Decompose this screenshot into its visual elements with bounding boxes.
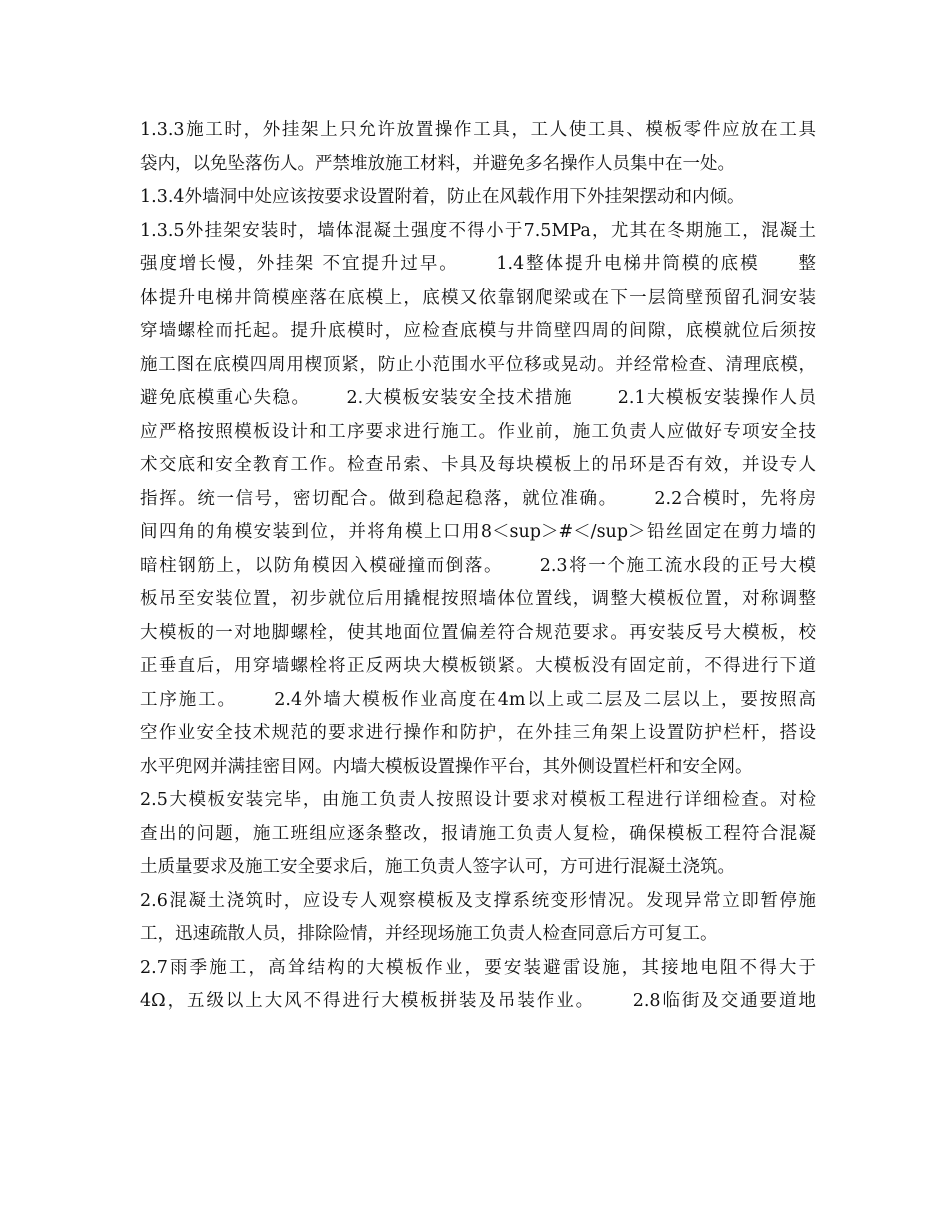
text-line: 指挥。统一信号，密切配合。做到稳起稳落，就位准确。 2.2合模时，先将房 — [140, 488, 816, 509]
text-line: 穿墙螺栓而托起。提升底模时，应检查底模与井筒壁四周的间隙，底模就位后须按 — [140, 321, 816, 341]
text-line: 大模板的一对地脚螺栓，使其地面位置偏差符合规范要求。再安装反号大模板，校 — [140, 622, 816, 643]
text-line: 体提升电梯井筒模座落在底模上，底模又依靠钢爬梁或在下一层筒壁预留孔洞安装 — [140, 287, 816, 308]
text-line: 1.3.4外墙洞中处应该按要求设置附着，防止在风载作用下外挂架摆动和内倾。 — [140, 187, 745, 207]
text-line: 强度增长慢，外挂架 不宜提升过早。 1.4整体提升电梯井筒模的底模 整 — [140, 254, 816, 274]
text-line: 工序施工。 2.4外墙大模板作业高度在4m以上或二层及二层以上，要按照高 — [140, 689, 816, 710]
text-line: 水平兜网并满挂密目网。内墙大模板设置操作平台，其外侧设置栏杆和安全网。 — [140, 756, 753, 777]
text-line: 土质量要求及施工安全要求后，施工负责人签字认可，方可进行混凝土浇筑。 — [140, 857, 735, 877]
text-line: 板吊至安装位置，初步就位后用撬棍按照墙体位置线，调整大模板位置，对称调整 — [140, 589, 816, 609]
text-line: 2.5大模板安装完毕，由施工负责人按照设计要求对模板工程进行详细检查。对检 — [140, 790, 816, 810]
text-line: 术交底和安全教育工作。检查吊索、卡具及每块模板上的吊环是否有效，并设专人 — [140, 455, 816, 475]
text-line: 工，迅速疏散人员，排除险情，并经现场施工负责人检查同意后方可复工。 — [140, 924, 718, 944]
text-line: 2.6混凝土浇筑时，应设专人观察模板及支撑系统变形情况。发现异常立即暂停施 — [140, 890, 816, 911]
text-line: 查出的问题，施工班组应逐条整改，报请施工负责人复检，确保模板工程符合混凝 — [140, 823, 816, 844]
text-line: 1.3.5外挂架安装时，墙体混凝土强度不得小于7.5MPa，尤其在冬期施工，混凝土 — [140, 220, 816, 241]
text-line: 应严格按照模板设计和工序要求进行施工。作业前，施工负责人应做好专项安全技 — [140, 421, 816, 442]
text-line: 避免底模重心失稳。 2.大模板安装安全技术措施 2.1大模板安装操作人员 — [140, 388, 816, 408]
text-line: 袋内，以免坠落伤人。严禁堆放施工材料，并避免多名操作人员集中在一处。 — [140, 153, 735, 174]
text-line: 正垂直后，用穿墙螺栓将正反两块大模板锁紧。大模板没有固定前，不得进行下道 — [140, 656, 816, 676]
text-line: 暗柱钢筋上，以防角模因入模碰撞而倒落。 2.3将一个施工流水段的正号大模 — [140, 555, 816, 576]
text-line: 4Ω，五级以上大风不得进行大模板拼装及吊装作业。 2.8临街及交通要道地 — [140, 991, 816, 1011]
text-line: 2.7雨季施工，高耸结构的大模板作业，要安装避雷设施，其接地电阻不得大于 — [140, 957, 816, 978]
text-line: 施工图在底模四周用楔顶紧，防止小范围水平位移或晃动。并经常检查、清理底模， — [140, 354, 816, 375]
text-line: 1.3.3施工时，外挂架上只允许放置操作工具，工人使工具、模板零件应放在工具 — [140, 120, 816, 140]
text-line: 空作业安全技术规范的要求进行操作和防护，在外挂三角架上设置防护栏杆，搭设 — [140, 723, 816, 743]
text-line: 间四角的角模安装到位，并将角模上口用8＜sup＞#＜/sup＞铅丝固定在剪力墙的 — [140, 522, 816, 542]
body-text — [140, 114, 816, 1019]
